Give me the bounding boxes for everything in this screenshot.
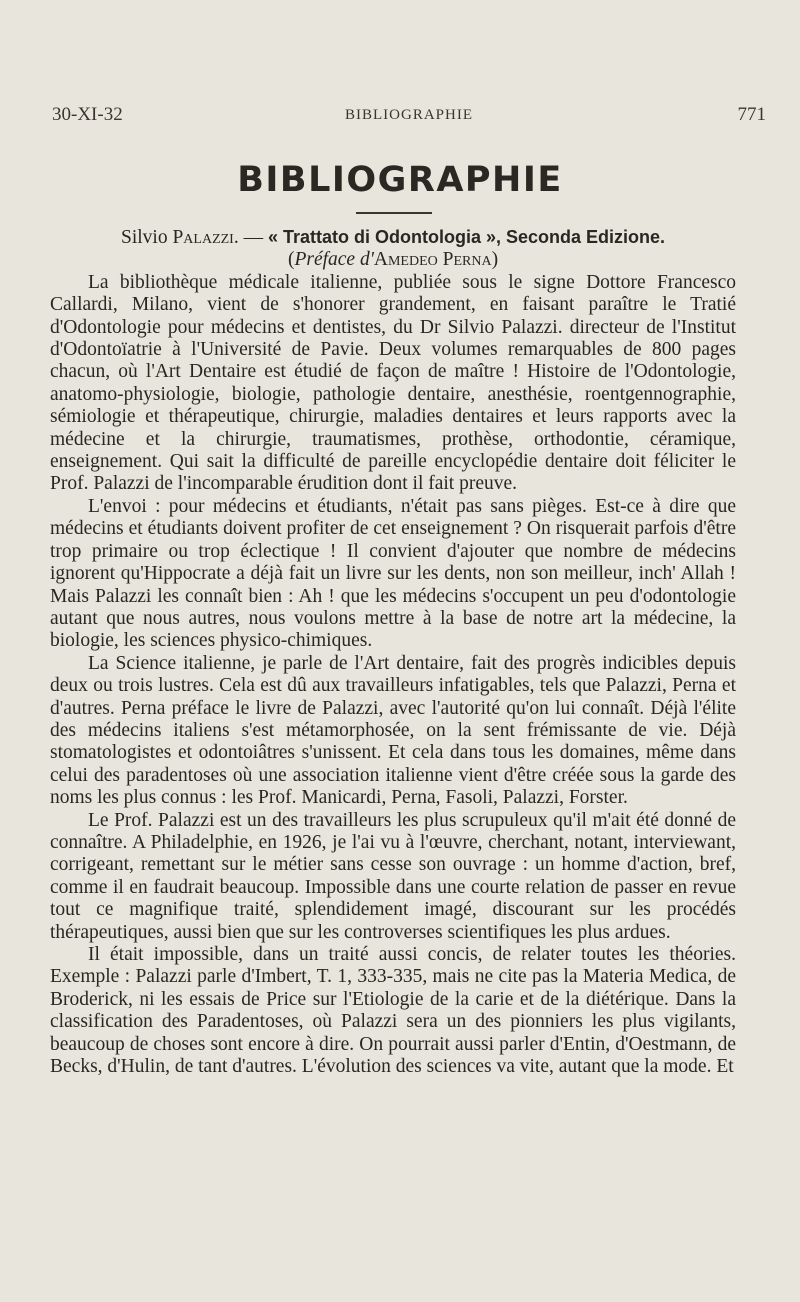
entry-author-last: Palazzi.	[172, 227, 239, 248]
title-rule	[356, 212, 432, 214]
paragraph: La Science italienne, je parle de l'Art dentaire, fait des progrès indicibles depuis deux ou trois lustres. Cela est dû aux travailleurs infatigables, tels que Palazzi, Perna et d'autres. Perna préface le livre de Palazzi, avec l'autorité qu'on lui connaît. Déjà l'élite des médecins italiens s'est métamorphosée, on la sent frémissante de vie. Déjà stomatologistes et odontoiâtres s'unissent. Et cela dans tous les domaines, même dans celui des paradentoses où une association italienne vient d'être créée sous la garde des noms les plus connus : les Prof. Manicardi, Perna, Fasoli, Palazzi, Forster.	[50, 652, 736, 809]
running-header	[52, 104, 766, 130]
header-section: BIBLIOGRAPHIE	[345, 107, 473, 123]
entry-preface	[50, 249, 736, 271]
preface-close: )	[491, 249, 499, 271]
preface-open: (	[287, 249, 295, 271]
article-body	[50, 226, 736, 1078]
entry-dash: —	[238, 227, 268, 248]
paragraph: Le Prof. Palazzi est un des travailleurs les plus scrupuleux qu'il m'ait été donné de connaître. A Philadelphie, en 1926, je l'ai vu à l'œuvre, cherchant, notant, interviewant, corrigeant, remettant sur le métier sans cesse son ouvrage : un homme d'action, bref, comme il en faudrait beaucoup. Impossible dans une courte relation de passer en revue tout ce magnifique traité, splendidement imagé, discourant sur les procédés thérapeutiques, aussi bien que sur les controverses scientifiques les plus ardues.	[50, 809, 736, 943]
header-date: 30-XI-32	[52, 104, 123, 125]
page-number: 771	[737, 104, 766, 125]
bibliography-entry-heading	[50, 226, 736, 249]
entry-work-title: « Trattato di Odontologia », Seconda Edizione.	[267, 227, 666, 247]
paragraph: L'envoi : pour médecins et étudiants, n'était pas sans pièges. Est-ce à dire que médecins et étudiants doivent profiter de cet enseignement ? On risquerait parfois d'être trop primaire ou trop éclectique ! Il convient d'ajouter que nombre de médecins ignorent qu'Hippocrate a déjà fait un livre sur les dents, non son meilleur, inch' Allah ! Mais Palazzi les connaît bien : Ah ! que les médecins s'occupent un peu d'odontologie autant que nous autres, nous voulons mettre à la base de notre art la médecine, la biologie, les sciences physico-chimiques.	[50, 495, 736, 652]
paragraph: Il était impossible, dans un traité aussi concis, de relater toutes les théories. Exemple : Palazzi parle d'Imbert, T. 1, 333-335, mais ne cite pas la Materia Medica, de Broderick, ni les essais de Price sur l'Etiologie de la carie et de la diétérique. Dans la classification des Paradentoses, où Palazzi sera un des pionniers les plus vigilants, beaucoup de choses sont encore à dire. On pourrait aussi parler d'Entin, d'Oestmann, de Becks, d'Hulin, de tant d'autres. L'évolution des sciences va vite, autant que la mode. Et	[50, 944, 736, 1078]
preface-name: Amedeo Perna	[373, 249, 492, 271]
paragraph: La bibliothèque médicale italienne, publiée sous le signe Dottore Francesco Callardi, Milano, vient de s'honorer grandement, en faisant paraître le Tratié d'Odontologie pour médecins et dentistes, du Dr Silvio Palazzi. directeur de l'Institut d'Odontoïatrie à l'Université de Pavie. Deux volumes remarquables de 800 pages chacun, où l'Art Dentaire est étudié de façon de maître ! Histoire de l'Odontologie, anatomo-physiologie, biologie, pathologie dentaire, anesthésie, roentgennographie, sémiologie et thérapeutique, chirurgie, maladies dentaires et leurs rapports avec la médecine et la chirurgie, traumatismes, prothèse, orthodontie, céramique, enseignement. Qui sait la difficulté de pareille encyclopédie dentaire doit féliciter le Prof. Palazzi de l'incomparable érudition dont il fait preuve.	[50, 271, 736, 495]
entry-author-first: Silvio	[120, 227, 168, 248]
preface-label: Préface d'	[294, 249, 374, 271]
page-title: BIBLIOGRAPHIE	[237, 160, 563, 200]
